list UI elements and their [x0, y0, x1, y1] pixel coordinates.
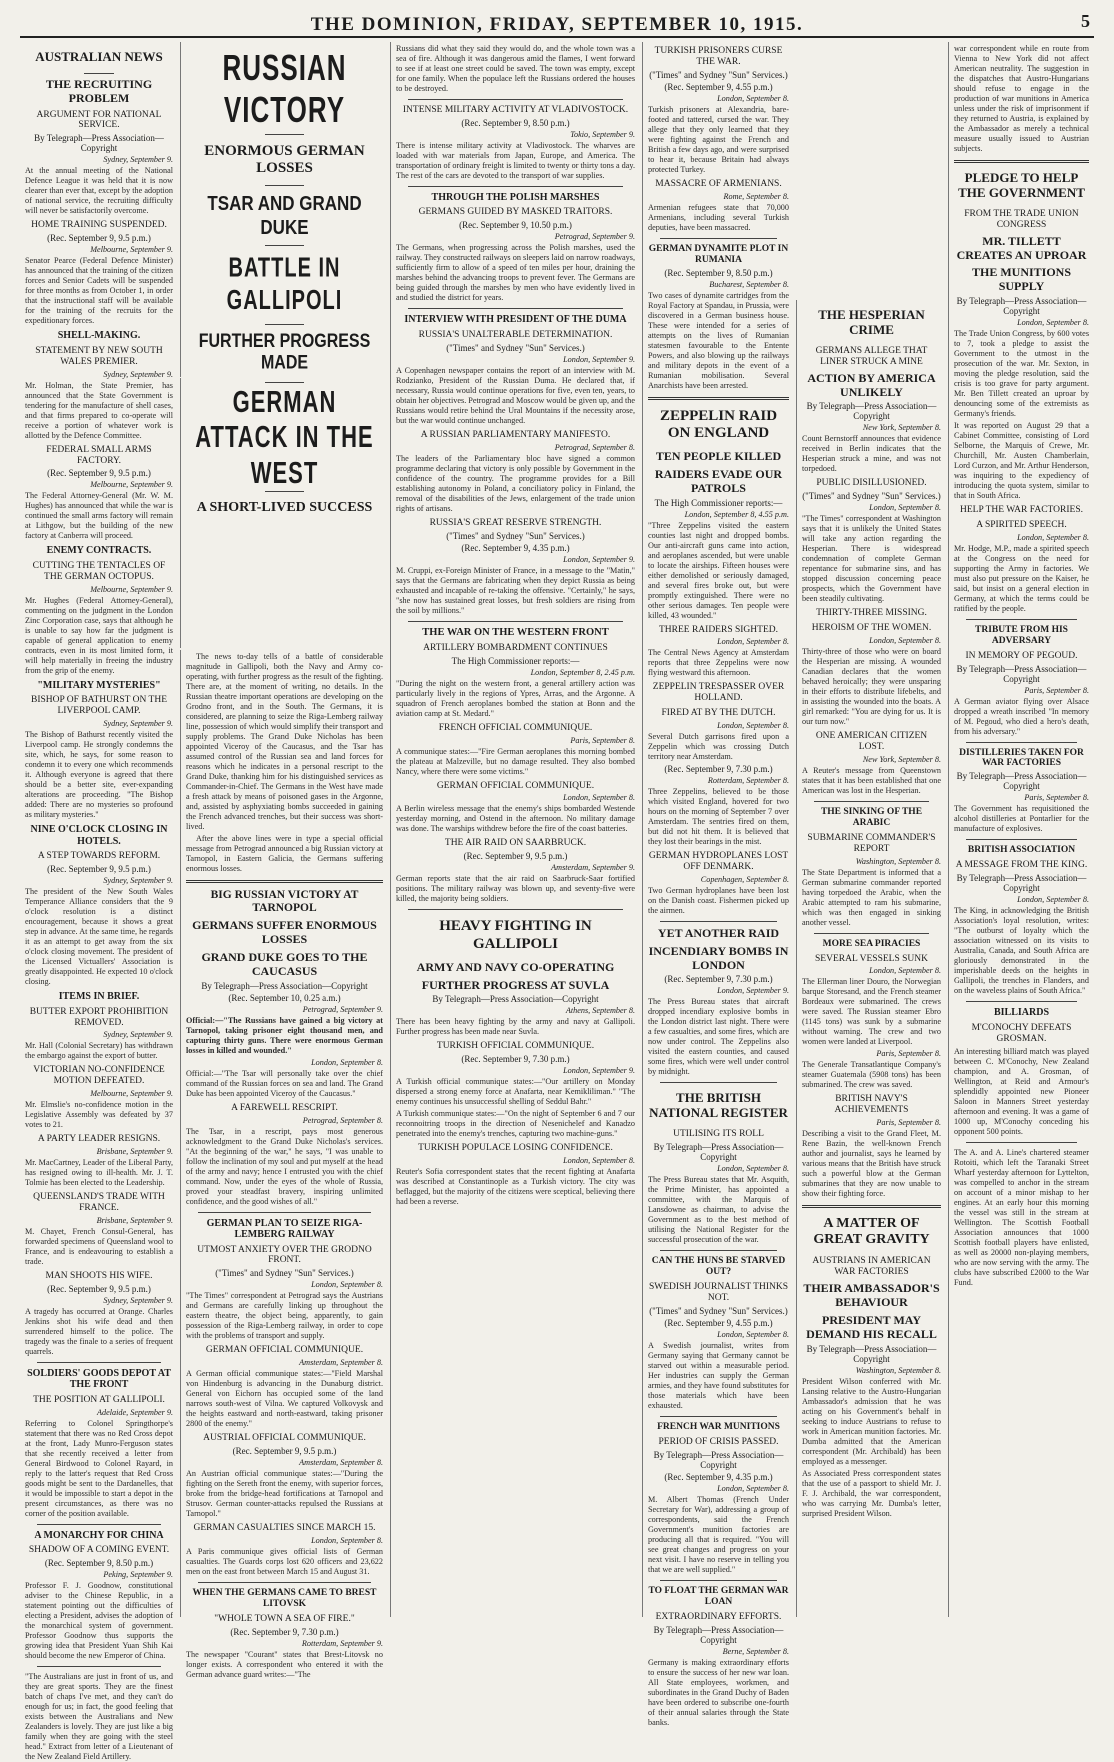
received-line: (Rec. September 9, 10.50 p.m.) — [459, 220, 572, 231]
dateline: Tokio, September 9. — [570, 129, 635, 139]
article-text: As Associated Press correspondent states that the use of a passport to shield Mr. J. F. J. Archibald, the war correspondent, who was carrying Mr. Dumba's letter, surprised President Wilson. — [802, 1468, 941, 1518]
article-text: The president of the New South Wales Temperance Alliance considers that the 9 o'clock resolution is a distinct encouragement, because it shows a great step in advance. At the same time, he regards it as an attempt to get away from the six o'clock closing movement. The president of the Licensed Victuallers' Association is greatly disappointed. He expected 10 o'clock closing. — [25, 887, 173, 987]
article-text: Professor F. J. Goodnow, constitutional adviser to the Chinese Republic, in a statement pointing out the difficulties of electing a President, advises the adoption of the monarchical system of government. Professor Goodnow thus supports the growing idea that President Yuan Shih Kai should become the new Emperor of China. — [25, 1581, 173, 1661]
received-line: (Rec. September 9, 8.50 p.m.) — [461, 117, 570, 128]
headline: BRITISH ASSOCIATION — [967, 845, 1076, 856]
dateline: Melbourne, September 9. — [90, 1089, 173, 1099]
subheadline: QUEENSLAND'S TRADE WITH FRANCE. — [33, 1192, 165, 1214]
article-text: Official:—"The Russians have gained a big victory at Tarnopol, taking prisoner eight thousand men, and capturing thirty guns. There were enormous German losses in killed and wounded." — [186, 1015, 383, 1055]
subheadline: GERMANS ALLEGE THAT LINER STRUCK A MINE — [815, 345, 928, 367]
credit-line: By Telegraph—Press Association—Copyright — [956, 771, 1087, 792]
subheadline: STATEMENT BY NEW SOUTH WALES PREMIER. — [35, 345, 163, 367]
article-text: The Press Bureau states that aircraft dropped incendiary explosive bombs in the London district last night. There were a few casualties, and some fires, which are now under control. The Zeppelins also visited the eastern counties, and caused some fires, which were well under control by midnight. — [648, 997, 789, 1077]
credit-line: By Telegraph—Press Association—Copyright — [653, 1449, 784, 1470]
received-line: (Rec. September 9, 8.50 p.m.) — [44, 1558, 154, 1569]
subheadline: CUTTING THE TENTACLES OF THE GERMAN OCTOPUS. — [32, 560, 166, 582]
dateline: London, September 8. — [717, 1329, 789, 1339]
services-line: ("Times" and Sydney "Sun" Services.) — [446, 342, 585, 353]
column-2-headlines — [180, 42, 388, 377]
headline: A MATTER OF GREAT GRAVITY — [813, 1216, 930, 1248]
dateline: London, September 8. — [717, 1164, 789, 1174]
article-text: Reuter's Sofia correspondent states that the recent fighting at Anafarta was described at Constantinople as a Turkish victory. The city was beflagged, but the majority of the citizens were sceptical, believing there had been a reverse. — [396, 1167, 635, 1207]
article-text: Mr. Hughes (Federal Attorney-General), commenting on the judgment in the London Zinc Corporation case, says that although he is unable to say how far the judgment is capable of general application to enemy contracts, even in its most limited form, it will help materially in freeing the industry from the grip of the enemy. — [25, 595, 173, 675]
article-text: The Ellerman liner Douro, the Norwegian barque Storesand, and the French steamer Bordeaux were submarined. The crews were saved. The Russian steamer Ebro (1145 tons) was sunk by a submarine without warning. The crew and two women were landed at Liverpool. — [802, 977, 941, 1047]
column-1 — [20, 42, 178, 1762]
subheadline: MAN SHOOTS HIS WIFE. — [45, 1271, 153, 1282]
headline: ITEMS IN BRIEF. — [58, 991, 140, 1003]
subheadline: AUSTRIANS IN AMERICAN WAR FACTORIES — [812, 1256, 931, 1278]
article-text: Count Bernstorff announces that evidence received in Berlin indicates that the Hesperian struck a mine, and was not torpedoed. — [802, 434, 941, 474]
dateline: London, September 8. — [563, 1156, 635, 1166]
headline: HOME TRAINING SUSPENDED. — [31, 220, 167, 231]
article-text: The Generale Transatlantique Company's steamer Guatemala (5908 tons) has been submarined. The crew was saved. — [802, 1060, 941, 1090]
dateline: London, September 8. — [717, 721, 789, 731]
headline: SHELL-MAKING. — [57, 330, 141, 342]
headline: THIRTY-THREE MISSING. — [816, 608, 927, 619]
credit-line: The High Commissioner reports:— — [451, 655, 580, 666]
headline: WHEN THE GERMANS CAME TO BREST LITOVSK — [192, 1588, 377, 1610]
headline: A MONARCHY FOR CHINA — [34, 1529, 164, 1541]
article-text: "The Times" correspondent at Washington says that it is unlikely the United States will take any action regarding the Hesperian. There is widespread condemnation of complete German repentance for submarine sins, and has stopped discussion concerning peace prospects, which the Government have been steadily cultivating. — [802, 514, 941, 604]
dateline: Berne, September 8. — [722, 1646, 789, 1656]
headline: INTERVIEW WITH PRESIDENT OF THE DUMA — [404, 314, 627, 326]
headline: "MILITARY MYSTERIES" — [37, 679, 161, 691]
received-line: (Rec. September 9, 4.55 p.m.) — [664, 1317, 773, 1328]
article-text: There is intense military activity at Vladivostock. The wharves are loaded with war materials from Japan, Europe, and America. The transportation of ordinary freight is limited to twenty or thirty tons a day. The rest of the cars are devoted to the transport of war supplies. — [396, 140, 635, 180]
dateline: Petrograd, September 9. — [302, 1004, 383, 1014]
received-line: (Rec. September 9, 7.30 p.m.) — [230, 1626, 339, 1637]
dateline: Brisbane, September 9. — [96, 1147, 173, 1157]
headline: ZEPPELIN RAID ON ENGLAND — [659, 407, 778, 441]
headline: DISTILLERIES TAKEN FOR WAR FACTORIES — [959, 747, 1084, 769]
subheadline: THE MUNITIONS SUPPLY — [971, 265, 1072, 294]
services-line: ("Times" and Sydney "Sun" Services.) — [649, 69, 788, 80]
headline: INTENSE MILITARY ACTIVITY AT VLADIVOSTOCK. — [402, 105, 629, 115]
dateline: London, September 8, 2.45 p.m. — [530, 667, 635, 677]
dateline: Sydney, September 9. — [103, 876, 173, 886]
credit-line: By Telegraph—Press Association—Copyright — [201, 980, 368, 991]
column-3 — [390, 42, 640, 1617]
headline: BRITISH NAVY'S ACHIEVEMENTS — [834, 1094, 909, 1116]
headline: BIG RUSSIAN VICTORY AT TARNOPOL — [210, 889, 359, 915]
article-text: It was reported on August 29 that a Cabinet Committee, consisting of Lord Selborne, the Marquis of Crewe, Mr. Churchill, Mr. Austen Chamberlain, Lord Curzon, and Mr. Arthur Henderson, was inquiring to the expediency of introducing the quota system, similar to that in South Africa. — [954, 420, 1089, 500]
credit-line: By Telegraph—Press Association—Copyright — [653, 1624, 784, 1645]
article-text: war correspondent while en route from Vienna to New York did not affect American neutrality. The suggestion in the dispatches that Austro-Hungarians should refuse to engage in the production of war munitions in America unless under the risk of imprisonment if they returned to Austria, is explained by the Ambassador as merely a technical measure usually issued to Austrian subjects. — [954, 44, 1089, 153]
article-text: M. Albert Thomas (French Under Secretary for War), addressing a group of correspondents, said the French Government's munition factories are producing all that is required. "You will see great changes and progress on your next visit. I have no reserve in telling you that we are well supplied." — [648, 1494, 789, 1574]
article-text: "The Australians are just in front of us, and they are great sports. They are the finest batch of chaps I've met, and they can't do enough for us; in fact, the good feeling that exists between the Australians and New Zealanders is lovely. They are just like a big family when they are going with the steel head." Extract from letter of a Lieutenant of the New Zealand Field Artillery. — [25, 1672, 173, 1762]
dateline: Sydney, September 9. — [103, 1295, 173, 1305]
subheadline: UTMOST ANXIETY OVER THE GRODNO FRONT. — [197, 1244, 372, 1266]
dateline: London, September 8. — [717, 1483, 789, 1493]
headline: FRENCH OFFICIAL COMMUNIQUE. — [438, 722, 593, 733]
dateline: London, September 8. — [869, 966, 941, 976]
article-text: Thirty-three of those who were on board the Hesperian are missing. A wounded Canadian declares that the women behaved heroically; they were unsparing in their efforts to distribute lifebelts, and in assisting the wounded into the boats. A girl remarked: "You are dying for us. It is our turn now." — [802, 647, 941, 727]
received-line: (Rec. September 9, 4.55 p.m.) — [664, 81, 773, 92]
subheadline: M'CONOCHY DEFEATS GROSMAN. — [971, 1022, 1072, 1044]
credit-line: By Telegraph—Press Association—Copyright — [956, 873, 1087, 894]
article-text: At the annual meeting of the National Defence League it was held that it is now clearer than ever that, except by the adoption of national service, the recruiting difficulty will never be satisfactorily overcome. — [25, 166, 173, 216]
article-text: M. Cruppi, ex-Foreign Minister of France, in a message to the "Matin," says that the Germans are fabricating when they depict Russia as being exhausted and incapable of re-taking the offensive. "Certainly," he says, "she now has sustained great losses, but fresh soldiers are rising from the soil by millions." — [396, 565, 635, 615]
subheadline: RAIDERS EVADE OUR PATROLS — [654, 466, 783, 495]
column-6 — [796, 300, 946, 1617]
services-line: ("Times" and Sydney "Sun" Services.) — [215, 1268, 354, 1279]
headline: GERMAN OFFICIAL COMMUNIQUE. — [205, 1345, 364, 1356]
subheadline: A STEP TOWARDS REFORM. — [37, 851, 161, 862]
headline: PUBLIC DISILLUSIONED. — [816, 478, 927, 489]
headline: RUSSIA'S GREAT RESERVE STRENGTH. — [429, 517, 602, 528]
headline: GERMAN ATTACK IN THE WEST — [195, 383, 374, 490]
headline: MORE SEA PIRACIES — [822, 938, 921, 949]
received-line: (Rec. September 9, 9.5 p.m.) — [463, 851, 568, 862]
subheadline: TEN PEOPLE KILLED — [655, 449, 782, 464]
subheadline: GERMANS GUIDED BY MASKED TRAITORS. — [418, 207, 613, 218]
headline: GERMAN PLAN TO SEIZE RIGA-LEMBERG RAILWAY — [206, 1217, 363, 1241]
dateline: London, September 8. — [869, 503, 941, 513]
headline: A RUSSIAN PARLIAMENTARY MANIFESTO. — [420, 429, 611, 440]
article-text: "The Times" correspondent at Petrograd says the Austrians and Germans are carefully linking up throughout the eastern theatre, the object being, apparently, to gain possession of the Riga-Lemberg railway, in order to cope with the problems of transport and supply. — [186, 1291, 383, 1341]
column-5 — [642, 42, 794, 1727]
subheadline: SUBMARINE COMMANDER'S REPORT — [807, 832, 936, 854]
dateline: Melbourne, September 9. — [90, 584, 173, 594]
main-headline: RUSSIAN VICTORY — [222, 46, 347, 131]
dateline: London, September 9. — [717, 986, 789, 996]
headline: TO FLOAT THE GERMAN WAR LOAN — [648, 1585, 789, 1607]
dateline: Amsterdam, September 8. — [299, 1458, 383, 1468]
headline: A SHORT-LIVED SUCCESS — [196, 499, 373, 515]
headline: TURKISH POPULACE LOSING CONFIDENCE. — [418, 1143, 613, 1154]
article-text: Describing a visit to the Grand Fleet, M. Rene Bazin, the well-known French author and journalist, says he learned by various means that the British have struck such a powerful blow at the German submarines that they are now unable to show their fighting force. — [802, 1129, 941, 1199]
headline: HELP THE WAR FACTORIES. — [960, 504, 1083, 515]
credit-line: By Telegraph—Press Association—Copyright — [806, 1343, 937, 1364]
received-line: (Rec. September 9, 7.30 p.m.) — [461, 1054, 570, 1065]
article-text: The Bishop of Bathurst recently visited the Liverpool camp. He strongly condemns the site, which, he says, for some reason to condemn it to every one which recommends it. Although everyone is agreed that there should be a better site, ever-expanding alterations are proceeding. "The Bishop added: There are no mysteries so profound as military mysteries." — [25, 730, 173, 820]
headline: ONE AMERICAN CITIZEN LOST. — [815, 731, 928, 752]
subheadline: VICTORIAN NO-CONFIDENCE MOTION DEFEATED. — [33, 1065, 165, 1087]
subheadline: RUSSIA'S UNALTERABLE DETERMINATION. — [418, 329, 613, 340]
article-text: Senator Pearce (Federal Defence Minister) has announced that the training of the citizen forces and Senior Cadets will be suspended for three months as from October 1, in order that the instructional staff will be available for the training of the recruits for the expeditionary forces. — [25, 256, 173, 326]
headline: GERMAN OFFICIAL COMMUNIQUE. — [436, 780, 595, 791]
article-text: Turkish prisoners at Alexandria, bare-footed and tattered, cursed the war. They allege that they only learned that they were fighting against the French and British a few days ago, and were surprised to hear it, because Britain had always protected Turkey. — [648, 104, 789, 174]
subheadline: A PARTY LEADER RESIGNS. — [37, 1134, 161, 1145]
headline: AUSTRIAL OFFICIAL COMMUNIQUE. — [203, 1433, 366, 1444]
dateline: Athens, September 8. — [565, 1006, 635, 1016]
column-2-attack — [180, 378, 388, 648]
article-text: A Paris communique gives official lists of German casualties. The Guards corps lost 620 officers and 23,622 men on the east front between March 15 and August 31. — [186, 1547, 383, 1577]
headline: GERMAN CASUALTIES SINCE MARCH 15. — [193, 1523, 376, 1534]
subheadline: THEIR AMBASSADOR'S BEHAVIOUR — [803, 1281, 940, 1310]
dateline: Washington, September 8. — [855, 1365, 941, 1375]
headline: FRENCH WAR MUNITIONS — [657, 1421, 780, 1432]
article-text: Mr. Elmslie's no-confidence motion in the Legislative Assembly was defeated by 37 votes to 21. — [25, 1100, 173, 1130]
subheadline: A SPIRITED SPEECH. — [976, 519, 1067, 530]
article-text: "Three Zeppelins visited the eastern counties last night and dropped bombs. Our anti-aircraft guns came into action, and aeroplanes ascended, but were unable to locate the airships. Fifteen houses were either demolished or seriously damaged, and several fires broke out, but were promptly extinguished. There were no other serious damages. Ten people were killed, 43 wounded." — [648, 520, 789, 620]
dateline: Sydney, September 9. — [103, 1030, 173, 1040]
article-text: Germany is making extraordinary efforts to ensure the success of her new war loan. All State employees, workmen, and subordinates in the Grand Duchy of Baden have been ordered to subscribe one-fourth of their annual salaries through the State banks. — [648, 1657, 789, 1727]
headline: GERMAN DYNAMITE PLOT IN RUMANIA — [648, 243, 789, 265]
headline: TRIBUTE FROM HIS ADVERSARY — [975, 624, 1068, 646]
services-line: ("Times" and Sydney "Sun" Services.) — [802, 491, 941, 502]
section-heading: AUSTRALIAN NEWS — [35, 49, 163, 64]
dateline: London, September 8. — [869, 636, 941, 646]
dateline: Sydney, September 9. — [103, 369, 173, 379]
dateline: London, September 8. — [1017, 317, 1089, 327]
received-line: (Rec. September 9, 9.5 p.m.) — [47, 468, 151, 479]
services-line: ("Times" and Sydney "Sun" Services.) — [446, 530, 585, 541]
credit-line: The High Commissioner reports:— — [654, 497, 783, 508]
headline: THE HESPERIAN CRIME — [818, 307, 925, 337]
headline: TURKISH PRISONERS CURSE THE WAR. — [654, 46, 783, 67]
dateline: Paris, September 8. — [876, 1049, 941, 1059]
dateline: London, September 8. — [1017, 532, 1089, 542]
headline: NINE O'CLOCK CLOSING IN HOTELS. — [30, 824, 168, 847]
received-line: (Rec. September 9, 7.30 p.m.) — [664, 974, 773, 985]
headline: BILLIARDS — [993, 1007, 1050, 1019]
article-text: The Central News Agency at Amsterdam reports that three Zeppelins were now flying westward this afternoon. — [648, 648, 789, 678]
article-text: An interesting billiard match was played between C. M'Conochy, New Zealand champion, and A. Grosman, of Wellington, at Reid and Armour's splendidly appointed new Pioneer Saloon in Manners Street yesterday afternoon and evening. It was a game of 1000 up, M'Conochy conceding his opponent 500 points. — [954, 1046, 1089, 1136]
dateline: London, September 8, 4.55 p.m. — [684, 509, 789, 519]
page-number: 5 — [1081, 11, 1090, 31]
article-text: Mr. MacCartney, Leader of the Liberal Party, has resigned owing to ill-health. Mr. J. T. Tolmie has been elected to the Leadership. — [25, 1158, 173, 1188]
article-text: A Swedish journalist, writes from Germany saying that Germany cannot be starved out within a measurable period. Her industries can supply the German armies, and they have found substitutes for those materials which have been exhausted. — [648, 1340, 789, 1410]
credit-line: By Telegraph—Press Association—Copyright — [956, 663, 1087, 684]
dateline: Brisbane, September 9. — [96, 1216, 173, 1226]
dateline: Petrograd, September 9. — [554, 232, 635, 242]
article-text: Official:—"The Tsar will personally take over the chief command of the Russian forces on sea and land. The Grand Duke has been appointed Viceroy of the Caucasus." — [186, 1068, 383, 1098]
dateline: Rome, September 8. — [723, 191, 789, 201]
article-text: Armenian refugees state that 70,000 Armenians, including several Turkish deputies, have been massacred. — [648, 202, 789, 232]
article-text: The Government has requisitioned the alcohol distilleries at Pontarlier for the manufacture of explosives. — [954, 804, 1089, 834]
received-line: (Rec. September 9, 9.5 p.m.) — [47, 864, 151, 875]
dateline: New York, September 8. — [862, 423, 941, 433]
headline: THE AIR RAID ON SAARBRUCK. — [444, 838, 587, 849]
article-text: The A. and A. Line's chartered steamer Rotoiti, which left the Taranaki Street Wharf yesterday afternoon for Lyttelton, was compelled to anchor in the stream on account of a minor mishap to her engines. At an early hour this morning the vessel was still in the stream at Wellington. The Scottish Football Association announces that 1000 Scottish football players have enlisted, as well as 20000 non-playing members, who are now serving with the army. The clubs have subscribed £2000 to the War Fund. — [954, 1147, 1089, 1287]
subheadline: SWEDISH JOURNALIST THINKS NOT. — [649, 1282, 788, 1303]
dateline: London, September 8. — [717, 93, 789, 103]
subheadline: THE POSITION AT GALLIPOLI. — [33, 1394, 165, 1405]
dateline: New York, September 8. — [862, 754, 941, 764]
article-text: The newspaper "Courant" states that Brest-Litovsk no longer exists. A correspondent who entered it with the German advance guard writes:—"The — [186, 1649, 383, 1679]
dateline: Paris, September 8. — [1024, 793, 1089, 803]
headline: FURTHER PROGRESS MADE — [198, 331, 371, 375]
headline: THE RECRUITING PROBLEM — [45, 76, 153, 105]
article-text: Two German hydroplanes have been lost on the Danish coast. Fishermen picked up the airmen. — [648, 886, 789, 916]
article-text: A Berlin wireless message that the enemy's ships bombarded Westende yesterday morning, and Ostend in the afternoon. No military damage was done. The warships withdrew before the fire of the coast batteries. — [396, 804, 635, 834]
dateline: Petrograd, September 8. — [302, 1115, 383, 1125]
credit-line: By Telegraph—Press Association—Copyright — [432, 994, 599, 1005]
article-text: The Tsar, in a rescript, pays most generous acknowledgment to the Grand Duke Nicholas's services. "At the beginning of the war," he says, "I was unable to follow the inclination of my soul and put myself at the head of the army and navy; hence I entrusted you with the chief command. Now, under the eyes of the whole of Russia, proved your steadfast bravery, inspiring unlimited confidence, and the good wishes of all." — [186, 1126, 383, 1206]
article-text: A communique states:—"Fire German aeroplanes this morning bombed the plateau at Malzeville, but no damage resulted. They also bombed Nancy, where there were some victims." — [396, 746, 635, 776]
dateline: Bucharest, September 8. — [709, 279, 789, 289]
newspaper-title: THE DOMINION, FRIDAY, SEPTEMBER 10, 1915. — [310, 14, 804, 35]
article-text: German reports state that the air raid on Saarbruck-Saar fortified positions. The military railway was blown up, and seventy-five were killed, the majority being soldiers. — [396, 874, 635, 904]
dateline: Paris, September 8. — [1024, 685, 1089, 695]
headline: SOLDIERS' GOODS DEPOT AT THE FRONT — [27, 1367, 171, 1391]
headline: THROUGH THE POLISH MARSHES — [431, 191, 600, 203]
received-line: (Rec. September 10, 0.25 a.m.) — [228, 992, 341, 1003]
subheadline: PRESIDENT MAY DEMAND HIS RECALL — [806, 1312, 937, 1341]
article-text: The State Department is informed that a German submarine commander reported having torpedoed the Arabic, when the Arabic attempted to ram his submarine, which was then engaged in sinking another vessel. — [802, 867, 941, 927]
dateline: London, September 8. — [311, 1057, 383, 1067]
dateline: Melbourne, September 9. — [90, 480, 173, 490]
subheadline: ARTILLERY BOMBARDMENT CONTINUES — [423, 642, 608, 653]
subheadline: GERMANS SUFFER ENORMOUS LOSSES — [192, 918, 377, 947]
subheadline: PERIOD OF CRISIS PASSED. — [658, 1436, 779, 1447]
article-text: The Trade Union Congress, by 600 votes to 7, took a pledge to assist the Government to the utmost in the prosecution of the war. Mr. Sexton, in moving the pledge resolution, said the crisis is too grave for party argument. Mr. Ben Tillett created an uproar by denouncing some of the extremists as Germany's friends. — [954, 328, 1089, 418]
headline: THE BRITISH NATIONAL REGISTER — [649, 1090, 788, 1121]
subheadline: ARMY AND NAVY CO-OPERATING — [416, 959, 615, 974]
received-line: (Rec. September 9, 4.35 p.m.) — [461, 542, 570, 553]
article-text: Several Dutch garrisons fired upon a Zeppelin which was crossing Dutch territory near Amsterdam. — [648, 732, 789, 762]
headline: THREE RAIDERS SIGHTED. — [658, 624, 778, 635]
received-line: (Rec. September 9, 9.5 p.m.) — [47, 1283, 151, 1294]
headline: CAN THE HUNS BE STARVED OUT? — [651, 1256, 786, 1278]
dateline: Rotterdam, September 9. — [301, 1638, 383, 1648]
article-text: A Reuter's message from Queenstown states that it has been established that one American was lost in the Hesperian. — [802, 765, 941, 795]
dateline: Petrograd, September 8. — [554, 442, 635, 452]
subheadline: IN MEMORY OF PEGOUD. — [965, 650, 1078, 661]
column-7 — [948, 42, 1094, 1617]
subheadline: BUTTER EXPORT PROHIBITION REMOVED. — [29, 1006, 169, 1028]
headline: THE SINKING OF THE ARABIC — [820, 806, 923, 828]
article-text: Mr. Hall (Colonial Secretary) has withdrawn the embargo against the export of butter. — [25, 1041, 173, 1061]
headline: ENORMOUS GERMAN LOSSES — [204, 142, 365, 177]
headline: GERMAN HYDROPLANES LOST OFF DENMARK. — [648, 851, 789, 873]
dateline: Paris, September 8. — [876, 1118, 941, 1128]
article-text: A tragedy has occurred at Orange. Charles Jenkins shot his wife dead and then surrendered himself to the police. The tragedy was the finale to a series of frequent quarrels. — [25, 1306, 173, 1356]
credit-line: By Telegraph—Press Association—Copyright — [653, 1142, 784, 1163]
article-text: The leaders of the Parliamentary bloc have signed a common programme declaring that victory is only possible by Government in the confidence of the country. The programme provides for a Bill establishing autonomy in Poland, a conciliatory policy in Finland, the removal of the disabilities of the Jews, enlargement of the trade union rights of artisans. — [396, 453, 635, 513]
article-text: Referring to Colonel Springthorpe's statement that there was no Red Cross depot at the front, Lady Munro-Ferguson states that she recently received a letter from General Birdwood to Colonel Rayard, in reply to the latter's request that Red Cross goods might be sent to the Dardanelles, that it would be impossible to start a depot in the present circumstances, as there was no corner of the position available. — [25, 1418, 173, 1518]
subheadline: EXTRAORDINARY EFFORTS. — [655, 1611, 782, 1622]
article-text: A Copenhagen newspaper contains the report of an interview with M. Rodzianko, President of the Russian Duma. He declared that, if necessary, Russia would continue operations for five, even ten, years, to obtain her objectives. Petrograd and Moscow would be given up, and the Russians would retire behind the Ural Mountains if the necessity arose, but the war would continue unchanged. — [396, 365, 635, 425]
dateline: Amsterdam, September 9. — [551, 863, 635, 873]
headline: TURKISH OFFICIAL COMMUNIQUE. — [436, 1041, 595, 1052]
article-text: President Wilson conferred with Mr. Lansing relative to the Austro-Hungarian Ambassador's admission that he was acting on his Government's behalf in seeking to induce Austrians to refuse to work in American munition factories. Mr. Dumba admitted that the American correspondent (Mr. Archibald) has been employed as a messenger. — [802, 1376, 941, 1466]
subheadline: ARGUMENT FOR NATIONAL SERVICE. — [36, 109, 162, 131]
headline: TSAR AND GRAND DUKE — [207, 192, 362, 239]
dateline: Adelaide, September 9. — [97, 1407, 173, 1417]
article-text: "During the night on the western front, a general artillery action was particularly lively in the regions of Ypres, Arras, and the Argonne. A squadron of French aeroplanes bombed the station at Bonn and the aviation camp at St. Medard." — [396, 678, 635, 718]
article-text: Mr. Holman, the State Premier, has announced that the State Government is tendering for the manufacture of shell cases, and that firms prepared to co-operate will receive a portion of whatever work is allotted by the Defence Committee. — [25, 380, 173, 440]
services-line: ("Times" and Sydney "Sun" Services.) — [649, 1305, 788, 1316]
article-text: The news to-day tells of a battle of considerable magnitude in Gallipoli, both the Navy and Army co-operating, with further progress as the result of the fighting. There are, at the moment of writing, no details. In the Russian theatre important operations are developing on the Grodno front, and in the South. The Germans, it is considered, are planning to seize the Riga-Lemberg railway line, possession of which would simplify their transport and supply problems. The Grand Duke Nicholas has been appointed Viceroy of the Caucasus, and the Tsar has assumed control of the Russian sea and land forces for reasons which he indicates in a personal rescript to the Grand Duke, thanking him for his distinguished services as Commander-in-Chief. The Germans in the West have made a fresh attack by means of poisoned gases in the Argonne, and, assisted by asphyxiating bombs succeeded in gaining the French advanced trenches, but their success was short-lived. — [186, 652, 383, 831]
headline: ENEMY CONTRACTS. — [46, 545, 152, 557]
article-text: After the above lines were in type a special official message from Petrograd announced a big Russian victory at Tarnopol, in Eastern Galicia, the Germans suffering enormous losses. — [186, 834, 383, 873]
received-line: (Rec. September 9, 8.50 p.m.) — [664, 267, 773, 278]
article-text: The Germans, when progressing across the Polish marshes, used the railway. They constructed railways on sleepers laid on narrow roadways, sufficiently firm to allow of a speed of ten miles per hour, draining the marshes behind the advancing troops to prevent fever. The Germans are being guided through the marshes by men who have evidently lived in and studied the district for years. — [396, 243, 635, 303]
headline: MASSACRE OF ARMENIANS. — [655, 178, 782, 189]
article-text: A German official communique states:—"Field Marshal von Hindenburg is advancing in the Dunaburg district. General von Eichorn has occupied some of the land narrows south-west of Vilna. We captured Volkovysk and the heights eastward and north-eastward, taking prisoner 2800 of the enemy." — [186, 1369, 383, 1429]
subheadline: UTILISING ITS ROLL — [673, 1129, 764, 1140]
subheadline: GRAND DUKE GOES TO THE CAUCASUS — [201, 950, 368, 978]
dateline: London, September 8. — [563, 793, 635, 803]
article-text: The King, in acknowledging the British Association's loyal resolution, writes: "The outburst of loyalty which the association witnessed on its visits to Australia, Canada, and South Africa are gloriously demonstrated in the imperishable deeds on the heights in Gallipoli, the trenches in Flanders, and on the waveless plains of South Africa." — [954, 906, 1089, 996]
article-text: A German aviator flying over Alsace dropped a wreath inscribed "In memory of M. Pegoud, who died a hero's death, from his adversary." — [954, 696, 1089, 736]
dateline: London, September 8. — [717, 637, 789, 647]
headline: THE WAR ON THE WESTERN FRONT — [422, 626, 609, 638]
subheadline: BISHOP OF BATHURST ON THE LIVERPOOL CAMP. — [30, 695, 167, 717]
masthead — [20, 6, 1094, 38]
article-text: A Turkish official communique states:—"Our artillery on Monday dispersed a strong enemy force at Anafarta, near Kemikliliman." "The enemy continues his unsuccessful shelling of Seddul Bahr." — [396, 1077, 635, 1107]
article-text: Mr. Hodge, M.P., made a spirited speech at the Congress on the need for supporting the Army in factories. We must also put pressure on the Kaiser, he said, but insist on a general election in Germany, at which the terms could be ratified by the people. — [954, 543, 1089, 613]
subheadline: FIRED AT BY THE DUTCH. — [661, 708, 776, 719]
article-text: There has been heavy fighting by the army and navy at Gallipoli. Further progress has been made near Suvla. — [396, 1017, 635, 1037]
dateline: Peking, September 9. — [103, 1570, 173, 1580]
dateline: Washington, September 8. — [855, 856, 941, 866]
article-text: The Press Bureau states that Mr. Asquith, the Prime Minister, has appointed a committee, with the Marquis of Lansdowne as chairman, to advise the Government as to the best method of utilising the National Register for the successful prosecution of the war. — [648, 1175, 789, 1245]
article-text: The Federal Attorney-General (Mr. W. M. Hughes) has announced that while the war is continued the small arms factory will remain at Lithgow, but the building of the new factory at Canberra will proceed. — [25, 491, 173, 541]
received-line: (Rec. September 9, 9.5 p.m.) — [232, 1446, 337, 1457]
credit-line: By Telegraph—Press Association—Copyright — [806, 401, 937, 422]
subheadline: FURTHER PROGRESS AT SUVLA — [421, 977, 610, 992]
dateline: London, September 8. — [1017, 895, 1089, 905]
dateline: London, September 9. — [563, 1066, 635, 1076]
received-line: (Rec. September 9, 4.35 p.m.) — [664, 1471, 773, 1482]
article-text: An Austrian official communique states:—"During the fighting on the Sereth front the enemy, with superior forces, broke from the bridge-head fortifications at Tarnopol and Strusov. German counter-attacks repulsed the Russians at Tarnopol." — [186, 1469, 383, 1519]
headline: ZEPPELIN TRESPASSER OVER HOLLAND. — [652, 682, 785, 704]
dateline: Sydney, September 9. — [103, 155, 173, 165]
headline: HEAVY FIGHTING IN GALLIPOLI — [439, 918, 592, 952]
headline: FEDERAL SMALL ARMS FACTORY. — [46, 444, 152, 466]
article-text: Three Zeppelins, believed to be those which visited England, hovered for two hours on the morning of September 7 over Amsterdam. The sentries fired on them, but did not hit them. It is believed that they lost their bearings in the mist. — [648, 787, 789, 847]
article-text: Russians did what they said they would do, and the whole town was a sea of fire. Although it was dangerous amid the flames, I went forward to see if at least one street could be saved. The town was empty, except for one family. When the populace left the Russians ordered the houses to be destroyed. — [396, 44, 635, 93]
headline: YET ANOTHER RAID — [657, 926, 780, 941]
dateline: London, September 9. — [563, 554, 635, 564]
subheadline: SEVERAL VESSELS SUNK — [815, 953, 928, 964]
subheadline: MR. TILLETT CREATES AN UPROAR — [956, 233, 1087, 262]
dateline: London, September 8. — [311, 1280, 383, 1290]
dateline: Melbourne, September 9. — [90, 245, 173, 255]
subheadline: HEROISM OF THE WOMEN. — [811, 623, 932, 634]
headline: BATTLE IN GALLIPOLI — [226, 253, 343, 317]
headline: A FAREWELL RESCRIPT. — [231, 1102, 338, 1113]
article-text: M. Chayet, French Consul-General, has forwarded specimens of Queensland wool to France, and is endeavouring to establish a trade. — [25, 1227, 173, 1267]
article-text: Two cases of dynamite cartridges from the Royal Factory at Spandau, in Prussia, were discovered in a German business house. These were intended for a series of attempts on the lives of Rumanian statesmen favourable to the Entente Powers, and also blowing up the railways and military depots in the event of a Rumanian mobilisation. Several Anarchists have been arrested. — [648, 290, 789, 390]
credit-line: By Telegraph—Press Association—Copyright — [956, 295, 1087, 316]
dateline: Rotterdam, September 8. — [707, 776, 789, 786]
subheadline: SHADOW OF A COMING EVENT. — [28, 1545, 170, 1556]
column-2-lower — [180, 650, 388, 1679]
dateline: London, September 8. — [311, 1536, 383, 1546]
received-line: (Rec. September 9, 9.5 p.m.) — [47, 233, 151, 244]
subheadline: FROM THE TRADE UNION CONGRESS — [964, 208, 1079, 230]
subheadline: ACTION BY AMERICA UNLIKELY — [807, 370, 936, 399]
credit-line: By Telegraph—Press Association—Copyright — [34, 133, 164, 154]
received-line: (Rec. September 9, 7.30 p.m.) — [664, 764, 773, 775]
dateline: Copenhagen, September 8. — [700, 875, 789, 885]
dateline: Paris, September 8. — [570, 735, 635, 745]
subheadline: "WHOLE TOWN A SEA OF FIRE." — [214, 1614, 355, 1624]
headline: PLEDGE TO HELP THE GOVERNMENT — [958, 170, 1085, 200]
dateline: Amsterdam, September 8. — [299, 1358, 383, 1368]
article-text: A Turkish communique states:—"On the night of September 6 and 7 our reconnoitring troops in the direction of Nesenichelef and Kanadzo penetrated into the enemy's trenches, capturing two machine-guns." — [396, 1109, 635, 1139]
subheadline: INCENDIARY BOMBS IN LONDON — [648, 943, 789, 972]
subheadline: A MESSAGE FROM THE KING. — [955, 860, 1088, 871]
dateline: London, September 9. — [563, 354, 635, 364]
dateline: Sydney, September 9. — [103, 719, 173, 729]
